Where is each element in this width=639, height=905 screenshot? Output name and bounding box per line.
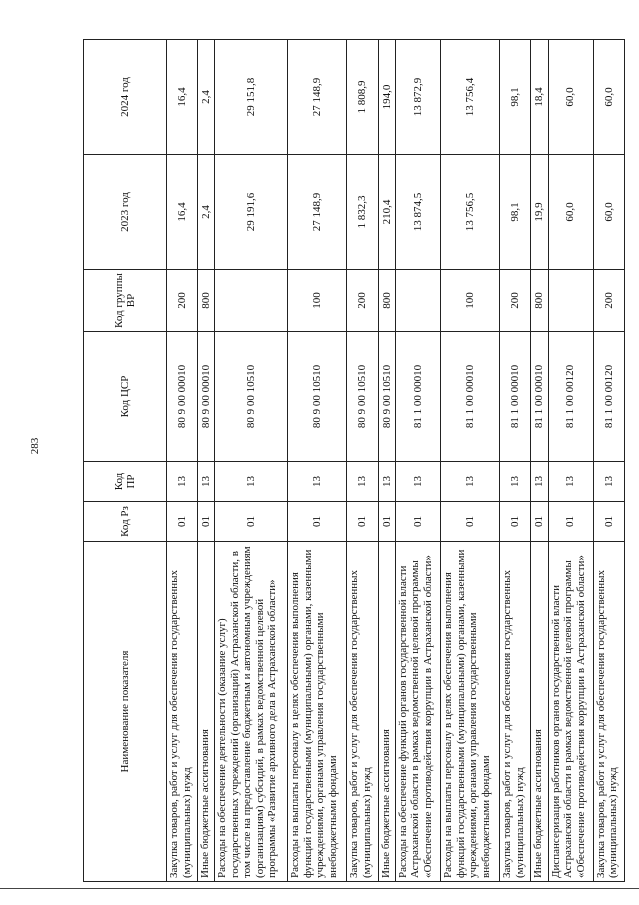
cell-2023: 29 191,6 xyxy=(215,155,288,270)
cell-pr: 13 xyxy=(395,462,440,502)
cell-csr: 81 1 00 00010 xyxy=(395,332,440,462)
table-row xyxy=(593,40,624,882)
cell-name: Закупка товаров, работ и услуг для обеспечения государственных (муниципальных) нужд xyxy=(593,542,624,882)
cell-csr: 80 9 00 10510 xyxy=(378,332,395,462)
cell-csr: 80 9 00 00010 xyxy=(198,332,215,462)
cell-pr: 13 xyxy=(548,462,593,502)
cell-vr: 200 xyxy=(500,270,531,332)
cell-rz: 01 xyxy=(531,502,548,542)
cell-rz: 01 xyxy=(288,502,347,542)
table-row xyxy=(167,40,198,882)
cell-pr: 13 xyxy=(167,462,198,502)
cell-2024: 2,4 xyxy=(198,40,215,155)
cell-rz: 01 xyxy=(500,502,531,542)
cell-2024: 60,0 xyxy=(548,40,593,155)
cell-vr xyxy=(395,270,440,332)
header-name: Наименование показателя xyxy=(84,542,167,882)
table-row xyxy=(288,40,347,882)
cell-csr: 80 9 00 10510 xyxy=(288,332,347,462)
cell-vr: 100 xyxy=(441,270,500,332)
cell-rz: 01 xyxy=(548,502,593,542)
cell-name: Иные бюджетные ассигнования xyxy=(531,542,548,882)
cell-2024: 98,1 xyxy=(500,40,531,155)
rotated-table-container xyxy=(83,40,625,882)
cell-pr: 13 xyxy=(198,462,215,502)
cell-2023: 13 756,5 xyxy=(441,155,500,270)
table-header-row xyxy=(84,40,167,882)
cell-rz: 01 xyxy=(593,502,624,542)
cell-vr: 200 xyxy=(593,270,624,332)
table-row xyxy=(215,40,288,882)
cell-name: Иные бюджетные ассигнования xyxy=(198,542,215,882)
cell-2023: 27 148,9 xyxy=(288,155,347,270)
cell-2023: 16,4 xyxy=(167,155,198,270)
cell-name: Закупка товаров, работ и услуг для обеспечения государственных (муниципальных) нужд xyxy=(167,542,198,882)
cell-csr: 81 1 00 00120 xyxy=(593,332,624,462)
cell-pr: 13 xyxy=(593,462,624,502)
cell-name: Иные бюджетные ассигнования xyxy=(378,542,395,882)
cell-pr: 13 xyxy=(378,462,395,502)
cell-vr: 200 xyxy=(347,270,378,332)
cell-2023: 210,4 xyxy=(378,155,395,270)
header-csr: Код ЦСР xyxy=(84,332,167,462)
cell-csr: 80 9 00 10510 xyxy=(347,332,378,462)
cell-2024: 13 872,9 xyxy=(395,40,440,155)
cell-2023: 98,1 xyxy=(500,155,531,270)
cell-csr: 80 9 00 00010 xyxy=(167,332,198,462)
page-number: 283 xyxy=(29,437,41,455)
cell-2023: 1 832,3 xyxy=(347,155,378,270)
cell-name: Расходы на выплаты персоналу в целях обеспечения выполнения функций государственными (муниципальными) органами, казенными учреждениями, органами управления государственными внебюджетными фондами xyxy=(288,542,347,882)
cell-rz: 01 xyxy=(441,502,500,542)
table-row xyxy=(548,40,593,882)
cell-pr: 13 xyxy=(215,462,288,502)
table-row xyxy=(395,40,440,882)
cell-2024: 1 808,9 xyxy=(347,40,378,155)
header-rz: Код Рз xyxy=(84,502,167,542)
header-2024: 2024 год xyxy=(84,40,167,155)
cell-csr: 81 1 00 00010 xyxy=(500,332,531,462)
cell-pr: 13 xyxy=(441,462,500,502)
header-2023: 2023 год xyxy=(84,155,167,270)
cell-name: Закупка товаров, работ и услуг для обеспечения государственных (муниципальных) нужд xyxy=(500,542,531,882)
header-pr: Код ПР xyxy=(84,462,167,502)
cell-2023: 60,0 xyxy=(548,155,593,270)
cell-rz: 01 xyxy=(198,502,215,542)
cell-2023: 13 874,5 xyxy=(395,155,440,270)
budget-table xyxy=(83,39,625,882)
cell-2023: 60,0 xyxy=(593,155,624,270)
rotated-page xyxy=(83,40,625,882)
cell-vr: 800 xyxy=(531,270,548,332)
cell-name: Закупка товаров, работ и услуг для обеспечения государственных (муниципальных) нужд xyxy=(347,542,378,882)
cell-2024: 16,4 xyxy=(167,40,198,155)
cell-vr: 800 xyxy=(378,270,395,332)
cell-2024: 18,4 xyxy=(531,40,548,155)
cell-csr: 81 1 00 00120 xyxy=(548,332,593,462)
cell-vr: 800 xyxy=(198,270,215,332)
cell-rz: 01 xyxy=(167,502,198,542)
table-row xyxy=(347,40,378,882)
scan-edge-line xyxy=(0,888,639,889)
cell-rz: 01 xyxy=(347,502,378,542)
cell-name: Расходы на выплаты персоналу в целях обеспечения выполнения функций государственными (муниципальными) органами, казенными учреждениями, органами управления государственными внебюджетными фондами xyxy=(441,542,500,882)
cell-rz: 01 xyxy=(378,502,395,542)
cell-2023: 19,9 xyxy=(531,155,548,270)
cell-pr: 13 xyxy=(531,462,548,502)
cell-vr: 100 xyxy=(288,270,347,332)
cell-2024: 29 151,8 xyxy=(215,40,288,155)
cell-pr: 13 xyxy=(347,462,378,502)
cell-name: Расходы на обеспечение функций органов государственной власти Астраханской области в рамках ведомственной целевой программы «Обеспечение противодействия коррупции в Астраханской области» xyxy=(395,542,440,882)
cell-name: Диспансеризация работников органов государственной власти Астраханской области в рамках ведомственной целевой программы «Обеспечение противодействия коррупции в Астраханской области» xyxy=(548,542,593,882)
header-vr: Код группы ВР xyxy=(84,270,167,332)
cell-2024: 60,0 xyxy=(593,40,624,155)
cell-2024: 13 756,4 xyxy=(441,40,500,155)
table-row xyxy=(441,40,500,882)
cell-csr: 81 1 00 00010 xyxy=(441,332,500,462)
cell-vr xyxy=(548,270,593,332)
table-row xyxy=(500,40,531,882)
cell-csr: 81 1 00 00010 xyxy=(531,332,548,462)
table-row xyxy=(531,40,548,882)
cell-2023: 2,4 xyxy=(198,155,215,270)
cell-vr: 200 xyxy=(167,270,198,332)
cell-csr: 80 9 00 10510 xyxy=(215,332,288,462)
cell-pr: 13 xyxy=(288,462,347,502)
cell-2024: 27 148,9 xyxy=(288,40,347,155)
cell-rz: 01 xyxy=(395,502,440,542)
cell-pr: 13 xyxy=(500,462,531,502)
table-row xyxy=(378,40,395,882)
cell-2024: 194,0 xyxy=(378,40,395,155)
cell-name: Расходы на обеспечение деятельности (оказание услуг) государственных учреждений (организаций) Астраханской области, в том числе на предоставление бюджетным и автономным учреждениям (организациям) субсидий, в рамках ведомственной целевой программы «Развитие архивного дела в Астраханской области» xyxy=(215,542,288,882)
cell-vr xyxy=(215,270,288,332)
cell-rz: 01 xyxy=(215,502,288,542)
table-row xyxy=(198,40,215,882)
